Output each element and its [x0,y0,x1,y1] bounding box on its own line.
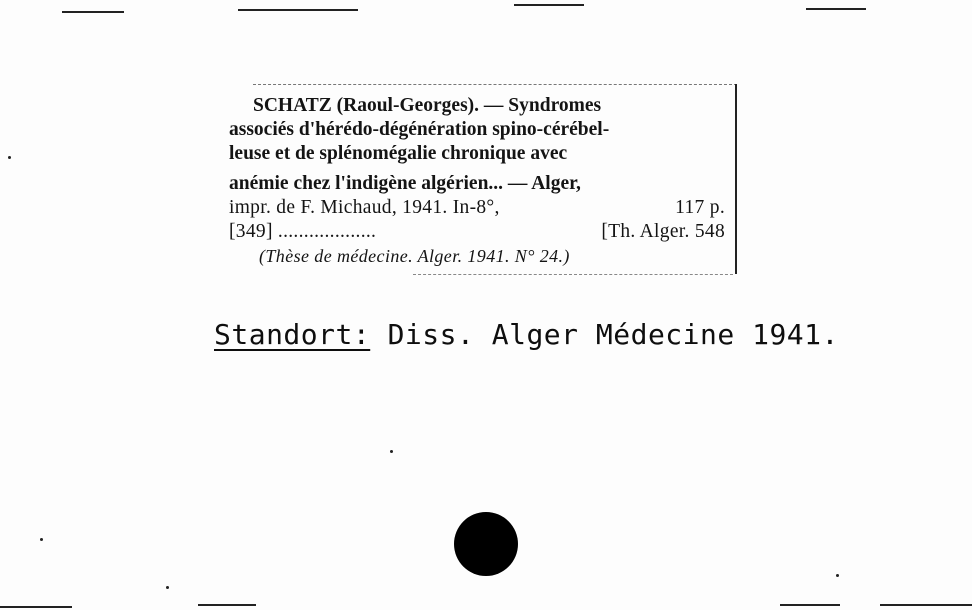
scan-speck [390,450,393,453]
bottom-edge-mark-left [0,606,72,608]
entry-line-5-right: 117 p. [675,197,725,218]
scan-speck [836,574,839,577]
entry-line-5-left: impr. de F. Michaud, 1941. In-8°, [229,197,500,218]
clipping-top-edge [253,84,737,85]
scan-speck [8,156,11,159]
top-edge-mark-center [238,9,358,11]
printed-clipping [213,84,737,276]
scan-speck [40,538,43,541]
entry-line-5 [229,196,725,220]
scan-speck [166,586,169,589]
clipping-right-edge [735,84,737,274]
top-edge-mark-far-right [806,8,866,10]
location-label: Standort: [214,318,371,351]
entry-line-6-right: [Th. Alger. 548 [601,221,725,242]
top-edge-mark-left [62,11,124,13]
location-value: Diss. Alger Médecine 1941. [387,318,839,351]
clipping-bottom-edge [413,274,733,275]
entry-line-6 [229,220,725,244]
bottom-edge-mark-right [780,604,840,606]
punch-hole [454,512,518,576]
thesis-note: (Thèse de médecine. Alger. 1941. N° 24.) [259,246,570,266]
bottom-edge-mark-center [198,604,256,606]
entry-line-2: associés d'hérédo-dégénération spino-cérébel- [229,119,610,140]
location-line [214,318,839,351]
entry-line-1: SCHATZ (Raoul-Georges). — Syndromes [253,95,602,116]
bottom-edge-mark-far-right [880,604,972,606]
bibliographic-entry [229,94,725,268]
entry-line-6-left: [349] ................... [229,221,377,242]
entry-line-3: leuse et de splénomégalie chronique avec [229,143,568,164]
entry-line-4: anémie chez l'indigène algérien... — Alger, [229,173,581,194]
top-edge-mark-right [514,4,584,6]
